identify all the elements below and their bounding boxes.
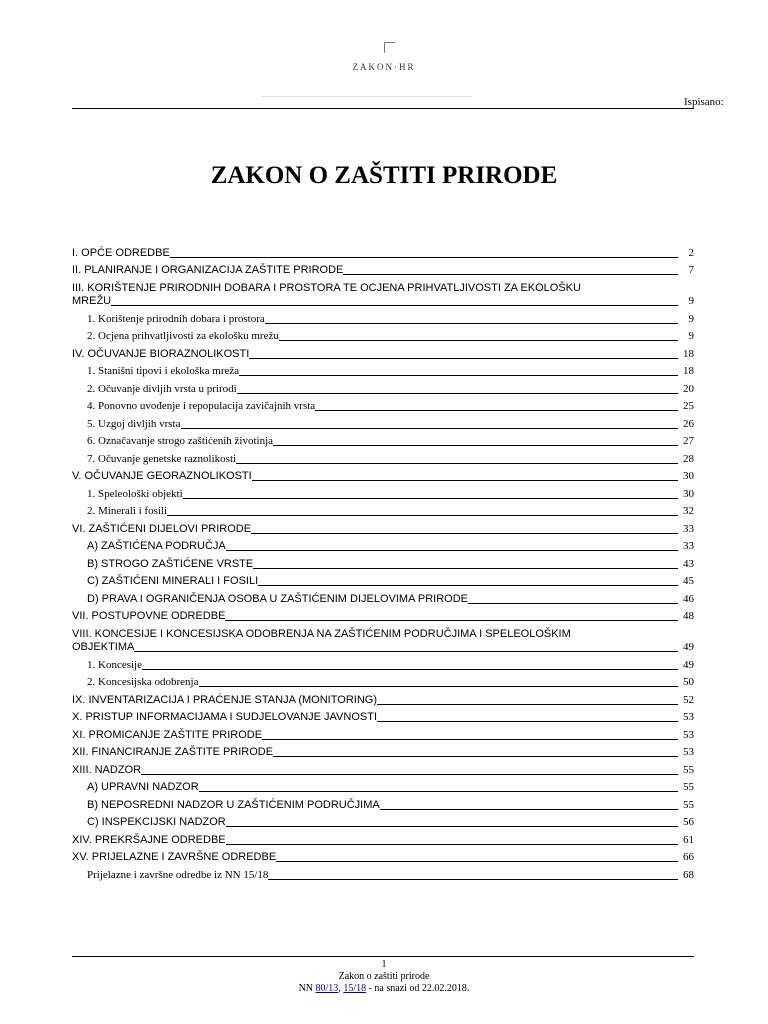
toc-entry-label: XI. PROMICANJE ZAŠTITE PRIRODE: [72, 728, 263, 741]
toc-entry[interactable]: [72, 553, 694, 571]
toc-leader-line: [343, 274, 678, 275]
toc-page-number: 56: [683, 816, 694, 828]
toc-entry[interactable]: [72, 606, 694, 624]
toc-leader-line: [468, 603, 678, 604]
toc-leader-line: [265, 323, 678, 324]
toc-entry-label: C) INSPEKCIJSKI NADZOR: [87, 816, 226, 828]
toc-leader-line: [199, 791, 678, 792]
toc-entry-label: V. OČUVANJE GEORAZNOLIKOSTI: [72, 470, 252, 482]
toc-entry[interactable]: [72, 794, 694, 812]
nn-separator: ,: [338, 983, 341, 994]
toc-entry-label: D) PRAVA I OGRANIČENJA OSOBA U ZAŠTIĆENIM DIJELOVIMA PRIRODE: [87, 592, 468, 605]
header-divider-light: [262, 96, 472, 97]
toc-entry-label: 2. Ocjena prihvatljivosti za ekološku mrežu: [87, 330, 279, 342]
toc-page-number: 18: [683, 347, 694, 360]
toc-entry[interactable]: [72, 483, 694, 501]
toc-page-number: 18: [683, 365, 694, 377]
toc-page-number: 53: [683, 711, 694, 723]
toc-entry-label: B) NEPOSREDNI NADZOR U ZAŠTIĆENIM PODRUČJIMA: [87, 798, 380, 811]
toc-entry-label: X. PRISTUP INFORMACIJAMA I SUDJELOVANJE JAVNOSTI: [72, 711, 377, 723]
toc-entry-label-continued: OBJEKTIMA: [72, 641, 135, 653]
toc-page-number: 7: [688, 264, 694, 276]
nn-link-80-13[interactable]: 80/13: [315, 983, 339, 994]
toc-entry[interactable]: [72, 847, 694, 865]
toc-page-number: 49: [683, 658, 694, 671]
toc-page-number: 30: [683, 470, 694, 482]
toc-entry-label: 2. Koncesijska odobrenja: [87, 676, 199, 688]
toc-page-number: 9: [688, 330, 694, 342]
header-divider: [72, 108, 694, 109]
toc-leader-line: [226, 826, 678, 827]
toc-page-number: 9: [688, 312, 694, 325]
table-of-contents: [72, 242, 694, 882]
toc-entry[interactable]: [72, 361, 694, 379]
printed-label: Ispisano:: [684, 96, 724, 108]
toc-entry-label: XIII. NADZOR: [72, 763, 142, 776]
toc-entry[interactable]: [72, 623, 694, 654]
toc-page-number: 27: [683, 435, 694, 447]
toc-entry[interactable]: [72, 724, 694, 742]
toc-leader-line: [236, 463, 678, 464]
footer-divider: [72, 956, 694, 957]
logo-text: ZAKON·HR: [352, 62, 416, 72]
toc-page-number: 48: [683, 610, 694, 622]
toc-page-number: 28: [683, 452, 694, 465]
toc-entry[interactable]: [72, 864, 694, 882]
footer-nn-line: [0, 983, 768, 995]
toc-page-number: 2: [688, 246, 694, 259]
toc-entry-label: 1. Koncesije: [87, 658, 142, 671]
toc-entry[interactable]: [72, 431, 694, 449]
toc-leader-line: [226, 550, 678, 551]
nn-link-15-18[interactable]: 15/18: [343, 983, 367, 994]
toc-entry[interactable]: [72, 242, 694, 260]
toc-entry[interactable]: [72, 396, 694, 414]
toc-entry[interactable]: [72, 326, 694, 344]
toc-page-number: 32: [683, 505, 694, 517]
toc-entry[interactable]: [72, 588, 694, 606]
toc-page-number: 30: [683, 487, 694, 500]
toc-entry[interactable]: [72, 448, 694, 466]
toc-leader-line: [377, 721, 678, 722]
toc-leader-line: [170, 257, 678, 258]
toc-entry-label: 1. Korištenje prirodnih dobara i prostora: [87, 312, 265, 325]
toc-entry-label: IV. OČUVANJE BIORAZNOLIKOSTI: [72, 347, 250, 360]
toc-leader-line: [111, 305, 678, 306]
toc-entry-label: 4. Ponovno uvođenje i repopulacija zavičajnih vrsta: [87, 400, 316, 412]
toc-entry[interactable]: [72, 466, 694, 484]
logo-corner-icon: [384, 42, 395, 53]
toc-entry[interactable]: [72, 308, 694, 326]
toc-leader-line: [380, 809, 678, 810]
toc-entry[interactable]: [72, 689, 694, 707]
toc-entry-label: C) ZAŠTIĆENI MINERALI I FOSILI: [87, 575, 259, 587]
nn-suffix: - na snazi od 22.02.2018.: [368, 983, 470, 994]
toc-leader-line: [251, 533, 678, 534]
toc-leader-line: [142, 669, 678, 670]
document-title: ZAKON O ZAŠTITI PRIRODE: [210, 162, 558, 189]
toc-entry-label: 2. Očuvanje divljih vrsta u prirodi: [87, 382, 237, 395]
toc-leader-line: [315, 410, 678, 411]
toc-entry[interactable]: [72, 672, 694, 690]
toc-leader-line: [199, 686, 679, 687]
toc-entry[interactable]: [72, 343, 694, 361]
page-footer: [0, 959, 768, 995]
toc-entry[interactable]: [72, 707, 694, 725]
footer-doc-name: Zakon o zaštiti prirode: [338, 971, 430, 982]
toc-page-number: 55: [683, 763, 694, 776]
toc-page-number: 61: [683, 833, 694, 846]
toc-page-number: 45: [683, 575, 694, 587]
toc-page-number: 26: [683, 417, 694, 430]
toc-entry-label: 1. Speleološki objekti: [87, 487, 183, 500]
toc-entry[interactable]: [72, 501, 694, 519]
toc-entry-label: 5. Uzgoj divljih vrsta: [87, 417, 181, 430]
toc-page-number: 49: [683, 641, 694, 653]
toc-leader-line: [141, 774, 678, 775]
toc-entry-label: VI. ZAŠTIĆENI DIJELOVI PRIRODE: [72, 522, 252, 535]
toc-page-number: 43: [683, 557, 694, 570]
toc-entry-label: XV. PRIJELAZNE I ZAVRŠNE ODREDBE: [72, 851, 277, 863]
toc-page-number: 33: [683, 540, 694, 552]
toc-leader-line: [262, 739, 678, 740]
toc-entry[interactable]: [72, 413, 694, 431]
toc-page-number: 33: [683, 522, 694, 535]
toc-entry-label: VIII. KONCESIJE I KONCESIJSKA ODOBRENJA NA ZAŠTIĆENIM PODRUČJIMA I SPELEOLOŠKIM: [72, 628, 571, 640]
toc-leader-line: [253, 568, 678, 569]
toc-leader-line: [183, 498, 678, 499]
toc-entry-label: XII. FINANCIRANJE ZAŠTITE PRIRODE: [72, 746, 274, 758]
toc-entry[interactable]: [72, 759, 694, 777]
toc-leader-line: [167, 515, 678, 516]
toc-page-number: 66: [683, 851, 694, 863]
toc-leader-line: [279, 340, 678, 341]
toc-entry[interactable]: [72, 260, 694, 278]
page-number: 1: [381, 959, 387, 970]
toc-entry-label: B) STROGO ZAŠTIĆENE VRSTE: [87, 557, 254, 570]
nn-prefix: NN: [298, 983, 314, 994]
toc-leader-line: [273, 756, 678, 757]
toc-leader-line: [237, 393, 678, 394]
toc-page-number: 53: [683, 728, 694, 741]
toc-entry-label: III. KORIŠTENJE PRIRODNIH DOBARA I PROSTORA TE OCJENA PRIHVATLJIVOSTI ZA EKOLOŠKU: [72, 282, 581, 294]
toc-entry-label: VII. POSTUPOVNE ODREDBE: [72, 610, 226, 622]
toc-entry[interactable]: [72, 654, 694, 672]
toc-leader-line: [268, 879, 678, 880]
toc-entry-label: 6. Označavanje strogo zaštićenih životinja: [87, 435, 274, 447]
toc-leader-line: [134, 651, 678, 652]
toc-leader-line: [239, 375, 678, 376]
toc-page-number: 55: [683, 781, 694, 793]
toc-leader-line: [276, 861, 678, 862]
toc-page-number: 55: [683, 798, 694, 811]
toc-page-number: 25: [683, 400, 694, 412]
toc-page-number: 46: [683, 592, 694, 605]
toc-entry[interactable]: [72, 571, 694, 589]
toc-entry-label-continued: MREŽU: [72, 295, 112, 307]
toc-entry[interactable]: [72, 829, 694, 847]
toc-entry-label: II. PLANIRANJE I ORGANIZACIJA ZAŠTITE PRIRODE: [72, 264, 344, 276]
toc-leader-line: [226, 844, 678, 845]
toc-leader-line: [181, 428, 679, 429]
toc-page-number: 20: [683, 382, 694, 395]
toc-entry-label: IX. INVENTARIZACIJA I PRAĆENJE STANJA (MONITORING): [72, 693, 377, 706]
toc-entry-label: A) UPRAVNI NADZOR: [87, 781, 199, 793]
toc-leader-line: [273, 445, 678, 446]
toc-leader-line: [225, 620, 678, 621]
toc-entry[interactable]: [72, 812, 694, 830]
toc-entry-label: XIV. PREKRŠAJNE ODREDBE: [72, 833, 226, 846]
toc-entry-label: 1. Stanišni tipovi i ekološka mreža: [87, 365, 240, 377]
toc-entry[interactable]: [72, 277, 694, 308]
toc-entry-label: Prijelazne i završne odredbe iz NN 15/18: [87, 868, 269, 881]
toc-entry-label: 2. Minerali i fosili: [87, 505, 168, 517]
toc-page-number: 9: [688, 295, 694, 307]
toc-entry[interactable]: [72, 518, 694, 536]
toc-page-number: 52: [683, 693, 694, 706]
toc-entry[interactable]: [72, 536, 694, 554]
toc-leader-line: [377, 704, 678, 705]
toc-entry[interactable]: [72, 777, 694, 795]
toc-page-number: 53: [683, 746, 694, 758]
toc-entry[interactable]: [72, 742, 694, 760]
toc-leader-line: [252, 480, 678, 481]
toc-entry-label: 7. Očuvanje genetske raznolikosti: [87, 452, 237, 465]
toc-entry[interactable]: [72, 378, 694, 396]
toc-page-number: 50: [683, 676, 694, 688]
toc-leader-line: [258, 585, 678, 586]
toc-entry-label: I. OPĆE ODREDBE: [72, 246, 170, 259]
toc-page-number: 68: [683, 868, 694, 881]
toc-entry-label: A) ZAŠTIĆENA PODRUČJA: [87, 540, 226, 552]
toc-leader-line: [249, 358, 678, 359]
